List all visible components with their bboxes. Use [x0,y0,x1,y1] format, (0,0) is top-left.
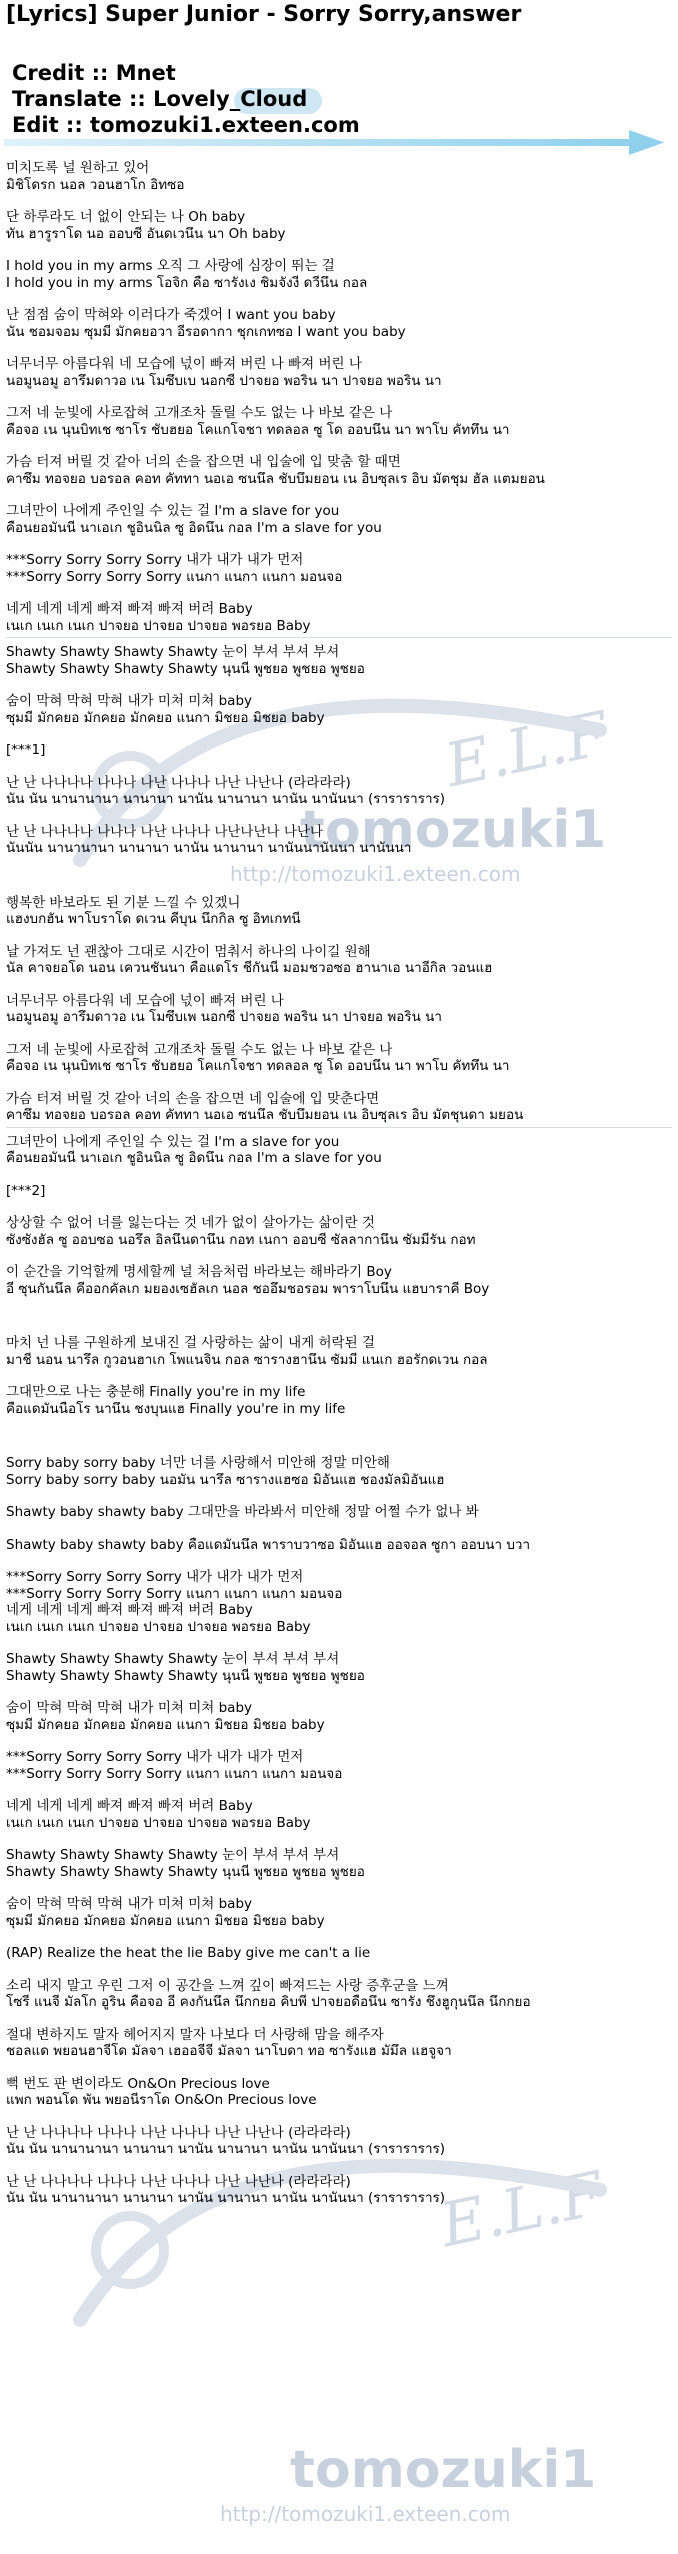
lyric-line: 난 난 나나나나 나나나 나난 나나나 나난 나난나 (라라라라) [6,774,351,791]
lyric-line: 네게 네게 네게 빠져 빠져 빠져 버려 Baby [6,1798,253,1814]
lyric-line: อี ซุนกันนึล คีออกคัลเก มยองเซฮัลเก นอล ชออึมชอรอม พาราโบนึน แฮบาราคี Boy [6,1280,490,1297]
lyric-line: Shawty Shawty Shawty Shawty นุนนี พูชยอ พูชยอ พูชยอ [6,1667,365,1684]
lyric-line: 미치도록 널 원하고 있어 [6,160,150,176]
lyric-line: 난 난 나나나나 나나나 나난 나나나 나난 나난나 (라라라라) [6,2124,351,2141]
watermark-fan: E.L.F [434,2158,609,2262]
lyric-line: คือนยอมันนี นาเอเก ชูอินนิล ซู อิดนึน กอล I'm a slave for you [6,1150,382,1166]
lyric-line: 절대 변하지도 말자 헤어지지 말자 나보다 더 사랑해 맘을 해주자 [6,2026,384,2043]
watermark-site: tomozuki1 [300,800,607,860]
lyric-line: 숨이 막혀 막혀 막혀 내가 미쳐 미쳐 baby [6,1700,253,1716]
lyric-line: นัล คาจยอโด นอน เควนชันนา คือแดโร ชีกันนี มอมชวอซอ ฮานาเอ นาอีกิล วอนแฮ [6,960,493,976]
lyric-line: ***Sorry Sorry Sorry Sorry 내가 내가 내가 먼저 [6,552,304,568]
lyric-line: ***Sorry Sorry Sorry Sorry แนกา แนกา แนกา มอนจอ [6,1585,343,1602]
lyric-line: I hold you in my arms โอจิก คือ ซารังเง ชิมจังงี ดวีนึน กอล [6,274,368,291]
lyric-line: นัน นัน นานานานา นานานา นานัน นานานา นานัน นานันนา (ราราราราร) [6,2190,446,2206]
lyric-line: แฮงบกฮัน พาโบราโด ดเวน คีบุน นึกกิล ซู อิทเกทนี [6,911,301,927]
lyric-line: 뻑 번도 판 변이라도 On&On Precious love [6,2075,270,2092]
lyric-line: ซังซังฮัล ซู ออบซอ นอรึล อิลนึนดานึน กอท เนกา ออบซี ซัลลากานึน ซัมมีรัน กอท [6,1231,476,1248]
lyric-line: 단 하루라도 너 없이 안되는 나 Oh baby [6,209,246,225]
lyric-line: คือจอ เน นุนบิทเช ซาโร ชับฮยอ โคแกโจชา ทดลอล ซู โด ออบนึน นา พาโบ คัททึน นา [6,1058,510,1074]
page-title: [Lyrics] Super Junior - Sorry Sorry,answer [6,2,522,27]
lyric-line: เนเก เนเก เนเก ปาจยอ ปาจยอ ปาจยอ พอรยอ Baby [6,1814,311,1831]
lyric-line: ซุมมี มักคยอ มักคยอ มักคยอ แนกา มิชยอ มิชยอ baby [6,709,325,726]
lyric-line: นัน นัน นานานานา นานานา นานัน นานานา นานัน นานันนา (ราราราราร) [6,791,446,807]
lyric-line: ***Sorry Sorry Sorry Sorry แนกา แนกา แนกา มอนจอ [6,1765,343,1782]
lyric-line: 난 난 나나나나 나나나 나난 나나나 나난 나난나 (라라라라) [6,2173,351,2190]
lyric-line: 그녀만이 나에게 주인일 수 있는 걸 I'm a slave for you [6,1133,340,1150]
lyric-line: 숨이 막혀 막혀 막혀 내가 미쳐 미쳐 baby [6,1896,253,1912]
lyric-line: ***Sorry Sorry Sorry Sorry 내가 내가 내가 먼저 [6,1749,304,1765]
lyric-line: 난 점점 숨이 막혀와 이러다가 죽겠어 I want you baby [6,307,336,323]
cloud-label: Cloud [240,87,308,111]
lyric-line: ***Sorry Sorry Sorry Sorry แนกา แนกา แนกา มอนจอ [6,568,343,585]
lyric-line: คาซึม ทอจยอ บอรอล คอท คัททา นอเอ ซนนึล ชับบึมยอน เน อิบซุลเร อิบ มัตชุนดา มยอน [6,1107,524,1123]
lyric-line: 그녀만이 나에게 주인일 수 있는 걸 I'm a slave for you [6,503,340,519]
lyric-line: นันนัน นานานานา นานานา นานัน นานานา นานันนานันนา นานันนา [6,840,412,856]
lyric-line: 난 난 나나나나 나나나 나난 나나나 나난나난나 나난나 [6,823,323,840]
lyric-line: นอมูนอมู อารึมดาวอ เน โมซึบเบ นอกซี ปาจยอ พอริน นา ปาจยอ พอริน นา [6,372,442,389]
lyrics-body [6,160,672,2207]
lyric-line: 그대만으로 나는 충분해 Finally you're in my life [6,1384,306,1400]
lyric-line: 그저 네 눈빛에 사로잡혀 고개조차 돌릴 수도 없는 나 바보 같은 나 [6,405,393,421]
lyric-line: นัน ชอมจอม ซุมมี มักคยอวา อีรอดากา ชุกเกทซอ I want you baby [6,323,406,340]
lyric-line: Shawty Shawty Shawty Shawty 눈이 부셔 부셔 부셔 [6,1847,340,1863]
lyric-line: Shawty Shawty Shawty Shawty นุนนี พูชยอ พูชยอ พูชยอ [6,660,365,677]
lyric-line: คือแดมันนือโร นานึน ชงบุนแฮ Finally you're in my life [6,1400,346,1417]
lyric-line: 숨이 막혀 막혀 막혀 내가 미쳐 미쳐 baby [6,693,253,709]
lyric-line: (RAP) Realize the heat the lie Baby give me can't a lie [6,1945,371,1961]
lyric-line: มิชิโดรก นอล วอนฮาโก อิทซอ [6,176,185,193]
lyric-line: Shawty Shawty Shawty Shawty 눈이 부셔 부셔 부셔 [6,644,340,660]
lyric-line: มาชี นอน นารึล กูวอนฮาเก โพแนจิน กอล ซารางฮานึน ซัมมี แนเก ฮอรักดเวน กอล [6,1351,488,1368]
watermark-url: http://tomozuki1.exteen.com [220,2502,511,2526]
lyric-line: ซุมมี มักคยอ มักคยอ มักคยอ แนกา มิชยอ มิชยอ baby [6,1912,325,1929]
lyric-line: คือนยอมันนี นาเอเก ชูอินนิล ซู อิดนึน กอล I'm a slave for you [6,519,382,536]
lyric-line: 네게 네게 네게 빠져 빠져 빠져 버려 Baby [6,601,253,617]
lyric-line: 그저 네 눈빛에 사로잡혀 고개조차 돌릴 수도 없는 나 바보 같은 나 [6,1041,393,1058]
lyric-line: เนเก เนเก เนเก ปาจยอ ปาจยอ ปาจยอ พอรยอ Baby [6,1618,311,1635]
lyric-line: 너무너무 아름다워 네 모습에 넋이 빠져 버린 나 [6,992,284,1009]
lyric-line: เนเก เนเก เนเก ปาจยอ ปาจยอ ปาจยอ พอรยอ Baby [6,617,311,634]
section-marker: [***1] [6,742,46,758]
lyric-line: 가슴 터져 버릴 것 같아 너의 손을 잡으면 내 입술에 입 맞춤 할 때면 [6,454,401,470]
lyric-line: นอมูนอมู อารึมดาวอ เน โมซึบเพ นอกซี ปาจยอ พอริน นา ปาจยอ พอริน นา [6,1009,442,1025]
credit-block [12,60,360,138]
lyric-line: ซุมมี มักคยอ มักคยอ มักคยอ แนกา มิชยอ มิชยอ baby [6,1716,325,1733]
lyric-line: 이 순간을 기억할께 명세할께 널 처음처럼 바라보는 해바라기 Boy [6,1264,392,1280]
lyric-line: I hold you in my arms 오직 그 사랑에 심장이 뛰는 걸 [6,258,335,274]
lyric-line: โซรี แนจี มัลโก อูริน คือจอ อี คงกันนึล นึกกยอ คิบพี ปาจยอดือนึน ซารัง ชึงฮูกุนนึล นึกกยอ [6,1994,531,2010]
lyric-line: 가슴 터져 버릴 것 같아 너의 손을 잡으면 네 입술에 입 맞춘다면 [6,1090,380,1107]
lyric-line: แพก พอนโด พัน พยอนีราโด On&On Precious love [6,2092,317,2108]
lyric-line: Sorry baby sorry baby 너만 너를 사랑해서 미안해 정말 미안해 [6,1455,390,1471]
lyric-line: 날 가져도 넌 괜찮아 그대로 시간이 멈춰서 하나의 나이길 원해 [6,943,371,960]
lyric-line: 네게 네게 네게 빠져 빠져 빠져 버려 Baby [6,1602,253,1618]
lyric-line: Shawty Shawty Shawty Shawty 눈이 부셔 부셔 부셔 [6,1651,340,1667]
lyric-line: Shawty baby shawty baby คือแดมันนึล พาราบวาซอ มิอันแฮ ออจอล ซูกา ออบนา บวา [6,1536,531,1553]
lyric-line: 너무너무 아름다워 네 모습에 넋이 빠져 버린 나 빠져 버린 나 [6,356,362,372]
lyric-line: ***Sorry Sorry Sorry Sorry 내가 내가 내가 먼저 [6,1569,304,1585]
lyric-line: 마치 넌 나를 구원하게 보내진 걸 사랑하는 삶이 내게 허락된 걸 [6,1335,375,1351]
watermark-url: http://tomozuki1.exteen.com [230,862,521,886]
watermark-fan: E.L.F [439,698,614,802]
edit-line: Edit :: tomozuki1.exteen.com [12,113,360,137]
lyric-line: 소리 내지 말고 우린 그저 이 공간을 느껴 깊이 빠져드는 사랑 증후군을 느껴 [6,1977,449,1994]
lyric-line: นัน นัน นานานานา นานานา นานัน นานานา นานัน นานันนา (ราราราราร) [6,2141,446,2157]
translate-label: Translate :: Lovely_ [12,87,241,111]
lyric-line: 행복한 바보라도 된 기분 느낄 수 있겠니 [6,894,241,911]
lyric-line: คือจอ เน นุนบิทเช ซาโร ชับฮยอ โคแกโจชา ทดลอล ซู โด ออบนึน นา พาโบ คัททึน นา [6,421,510,438]
lyric-line: Shawty Shawty Shawty Shawty นุนนี พูชยอ พูชยอ พูชยอ [6,1863,365,1880]
cloud-word [240,87,307,111]
divider [6,1127,672,1128]
lyric-line: Sorry baby sorry baby นอมัน นารึล ซารางแฮซอ มิอันแฮ ชองมัลมิอันแฮ [6,1471,445,1488]
lyric-line: ทัน ฮารูราโด นอ ออบซี อันดเวนึน นา Oh baby [6,225,286,242]
translate-line [12,86,360,112]
credit-line: Credit :: Mnet [12,61,176,85]
watermark-site: tomozuki1 [290,2440,597,2500]
lyric-line: คาซึม ทอจยอ บอรอล คอท คัททา นอเอ ซนนึล ชับบึมยอน เน อิบซุลเร อิบ มัตชุม ฮัล แตมยอน [6,470,545,487]
divider [6,637,672,638]
header-arrow-divider [4,128,664,158]
lyric-line: 상상할 수 없어 너를 잃는다는 것 네가 없이 살아가는 삶이란 것 [6,1215,375,1231]
lyric-line: Shawty baby shawty baby 그대만을 바라봐서 미안해 정말 어쩔 수가 없나 봐 [6,1504,479,1520]
lyric-line: ชอลแด พยอนฮาจีโด มัลจา เฮออจีจี มัลจา นาโบดา ทอ ซารังแฮ มัมึล แฮจูจา [6,2043,452,2059]
section-marker: [***2] [6,1182,46,1199]
